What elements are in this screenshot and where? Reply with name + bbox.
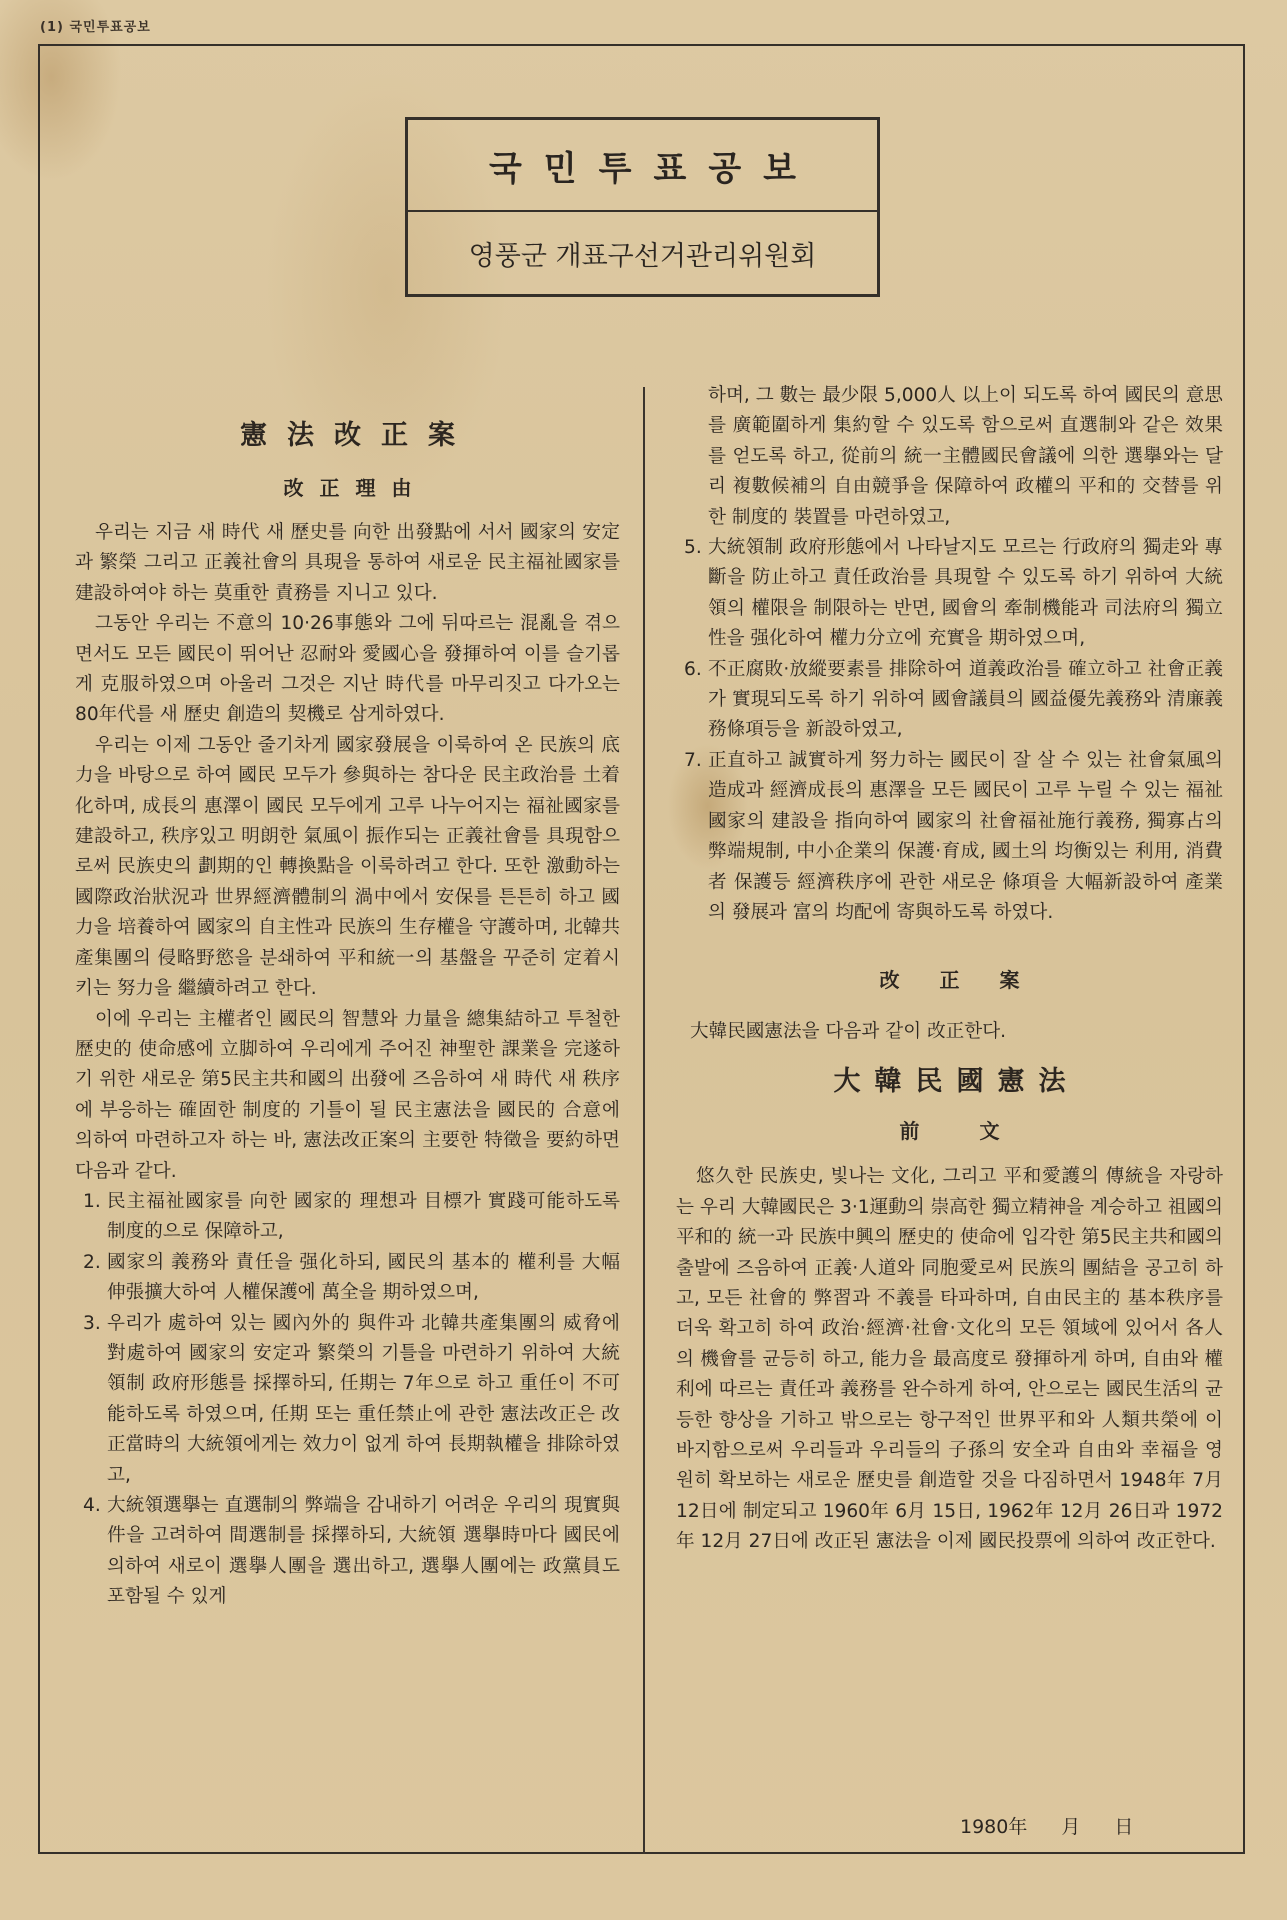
list-number: 4. <box>83 1495 101 1516</box>
list-number: 1. <box>83 1190 101 1212</box>
left-column <box>75 416 620 1613</box>
list-item <box>75 1187 620 1248</box>
section-heading-amendment: 憲法改正案 <box>240 420 475 451</box>
feature-list <box>75 1187 620 1613</box>
spacer <box>676 928 1223 958</box>
list-text: 大統領制 政府形態에서 나타날지도 모르는 行政府의 獨走와 專斷을 防止하고 責任政治를 具現할 수 있도록 하기 위하여 大統領의 權限을 制限하는 반면, 國會의 牽制機能과 司法府의 獨立性을 强化하여 權力分立에 充實을 期하였으며, <box>708 537 1223 650</box>
page-header-label: (1) 국민투표공보 <box>40 20 151 35</box>
preamble-text: 悠久한 民族史, 빛나는 文化, 그리고 平和愛護의 傳統을 자랑하는 우리 大韓國民은 3·1運動의 崇高한 獨立精神을 계승하고 祖國의 平和的 統一과 民族中興의 歷史的 使命에 입각한 第5民主共和國의 출발에 즈음하여 正義·人道와 同胞愛로써 民族의 團結을 공고히 하고, 모든 社會的 弊習과 不義를 타파하며, 自由民主的 基本秩序를 더욱 확고히 하여 政治·經濟·社會·文化의 모든 領域에 있어서 各人의 機會를 균등히 하고, 能力을 最高度로 發揮하게 하며, 自由와 權利에 따르는 責任과 義務를 완수하게 하여, 안으로는 國民生活의 균등한 향상을 기하고 밖으로는 항구적인 世界平和와 人類共榮에 이바지함으로써 우리들과 우리들의 子孫의 安全과 自由와 幸福을 영원히 확보하는 새로운 歷史를 創造할 것을 다짐하면서 1948年 7月 12日에 制定되고 1960年 6月 15日, 1962年 12月 26日과 1972年 12月 27日에 改正된 憲法을 이제 國民投票에 의하여 改正한다. <box>676 1166 1223 1553</box>
preamble-heading: 前文 <box>899 1119 1060 1144</box>
list-item <box>75 1248 620 1309</box>
list-item <box>75 1491 620 1613</box>
section-heading-proposal: 改正案 <box>879 968 1060 993</box>
publisher-name: 영풍군 개표구선거관리위원회 <box>468 240 817 272</box>
list-number: 7. <box>684 749 702 771</box>
title-box <box>405 117 880 297</box>
reason-paragraph: 우리는 이제 그동안 줄기차게 國家發展을 이룩하여 온 民族의 底力을 바탕으로 하여 國民 모두가 參與하는 참다운 民主政治를 土着化하며, 成長의 惠澤이 國民 모두에게 고루 나누어지는 福祉國家를 建設하고, 秩序있고 明朗한 氣風이 振作되는 正義社會를 具現함으로써 民族史의 劃期的인 轉換點을 이룩하려고 한다. 또한 激動하는 國際政治狀況과 世界經濟體制의 渦中에서 安保를 튼튼히 하고 國力을 培養하여 國家의 自主性과 民族의 生存權을 守護하며, 北韓共產集團의 侵略野慾을 분쇄하여 平和統一의 基盤을 꾸준히 定着시키는 努力을 繼續하려고 한다. <box>75 734 620 1000</box>
list-item-continuation: 하며, 그 數는 最少限 5,000人 以上이 되도록 하여 國民의 意思를 廣範圍하게 集約할 수 있도록 함으로써 直選制와 같은 效果를 얻도록 하고, 從前의 統一主體國民會議에 의한 選擧와는 달리 複數候補의 自由競爭을 保障하여 政權의 平和的 交替를 위한 制度的 裝置를 마련하였고, <box>708 385 1223 528</box>
list-text: 正直하고 誠實하게 努力하는 國民이 잘 살 수 있는 社會氣風의 造成과 經濟成長의 惠澤을 모든 國民이 고루 누릴 수 있는 福祉國家의 建設을 指向하여 國家의 社會福祉施行義務, 獨寡占의 弊端規制, 中小企業의 保護·育成, 國土의 均衡있는 利用, 消費者 保護등 經濟秩序에 관한 새로운 條項을 大幅新設하여 產業의 發展과 富의 均配에 寄與하도록 하였다. <box>708 749 1223 923</box>
list-number: 2. <box>83 1251 101 1273</box>
reason-paragraph: 그동안 우리는 不意의 10·26事態와 그에 뒤따르는 混亂을 겪으면서도 모든 國民이 뛰어난 忍耐와 愛國心을 發揮하여 이를 슬기롭게 克服하였으며 아울러 그것은 지난 時代를 마무리짓고 다가오는 80年代를 새 歷史 創造의 契機로 삼게하였다. <box>75 613 620 726</box>
list-number: 3. <box>83 1312 101 1334</box>
reason-paragraph: 우리는 지금 새 時代 새 歷史를 向한 出發點에 서서 國家의 安定과 繁榮 그리고 正義社會의 具現을 통하여 새로운 民主福祉國家를 建設하여야 하는 莫重한 責務를 지니고 있다. <box>75 522 620 604</box>
list-item <box>676 655 1223 746</box>
list-item <box>75 1309 620 1491</box>
section-subheading-reason: 改正理由 <box>283 476 428 500</box>
list-text: 國家의 義務와 責任을 强化하되, 國民의 基本的 權利를 大幅 伸張擴大하여 人權保護에 萬全을 期하였으며, <box>107 1251 620 1304</box>
list-text: 大統領選擧는 直選制의 弊端을 감내하기 어려운 우리의 現實與件을 고려하여 間選制를 採擇하되, 大統領 選擧時마다 國民에 의하여 새로이 選擧人團을 選出하고, 選擧人團에는 政黨員도 포함될 수 있게 <box>107 1495 620 1608</box>
list-item <box>676 533 1223 655</box>
list-item <box>676 746 1223 928</box>
column-divider <box>643 387 645 1854</box>
reason-paragraph: 이에 우리는 主權者인 國民의 智慧와 力量을 總集結하고 투철한 歷史的 使命感에 立脚하여 우리에게 주어진 神聖한 課業을 完遂하기 위한 새로운 第5民主共和國의 出發에 즈음하여 새 時代 새 秩序에 부응하는 確固한 制度的 기틀이 될 民主憲法을 國民的 合意에 의하여 마련하고자 하는 바, 憲法改正案의 主要한 特徵을 要約하면 다음과 같다. <box>75 1008 620 1182</box>
list-text: 不正腐敗·放縱要素를 排除하여 道義政治를 確立하고 社會正義가 實現되도록 하기 위하여 國會議員의 國益優先義務와 清廉義務條項등을 新設하였고, <box>708 658 1223 741</box>
constitution-title: 大韓民國憲法 <box>833 1066 1080 1098</box>
list-text: 우리가 處하여 있는 國內外的 與件과 北韓共產集團의 威脅에 對處하여 國家의 安定과 繁榮의 기틀을 마련하기 위하여 大統領制 政府形態를 採擇하되, 任期는 7年으로 하고 重任이 不可能하도록 하였으며, 任期 또는 重任禁止에 관한 憲法改正은 改正當時의 大統領에게는 效力이 없게 하여 長期執權을 排除하였고, <box>107 1312 620 1486</box>
right-column <box>676 381 1223 1558</box>
date-line: 1980年 月 日 <box>960 1816 1134 1838</box>
list-number: 6. <box>684 658 702 680</box>
list-text: 民主福祉國家를 向한 國家的 理想과 目標가 實踐可能하도록 制度的으로 保障하고, <box>107 1190 620 1243</box>
bulletin-title: 국민투표공보 <box>408 120 877 212</box>
list-number: 5. <box>684 537 702 559</box>
feature-list-continued <box>676 533 1223 928</box>
amendment-intro: 大韓民國憲法을 다음과 같이 改正한다. <box>690 1021 1007 1043</box>
